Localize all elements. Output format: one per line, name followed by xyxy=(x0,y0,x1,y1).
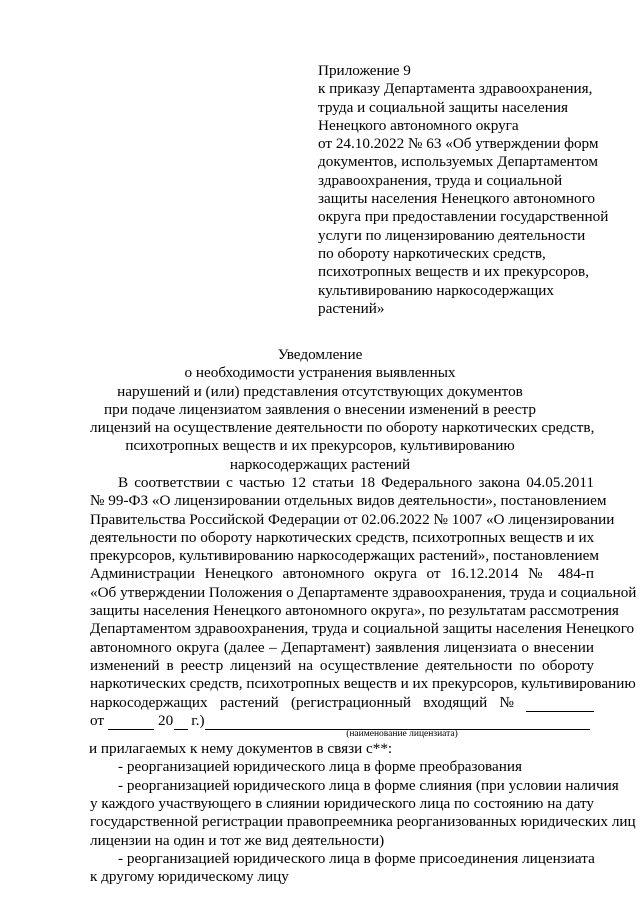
appendix-line: здравоохранения, труда и социальной xyxy=(318,171,563,189)
appendix-header xyxy=(318,62,608,318)
body-line: Администрации Ненецкого автономного округа от 16.12.2014 № 484-п xyxy=(90,565,594,583)
body-line: наркотических средств, психотропных веществ и их прекурсоров, культивированию xyxy=(90,675,636,693)
title-line: лицензий на осуществление деятельности по обороту наркотических средств, xyxy=(90,419,595,437)
appendix-line: защиты населения Ненецкого автономного xyxy=(318,190,596,208)
appendix-line: услуги по лицензированию деятельности xyxy=(318,226,586,244)
body-line: изменений в реестр лицензий на осуществление деятельности по обороту xyxy=(90,656,594,674)
appendix-line: документов, используемых Департаментом xyxy=(318,153,599,171)
after-caption-line: и прилагаемых к нему документов в связи с**: xyxy=(89,740,393,758)
registration-line xyxy=(90,694,594,712)
body-text xyxy=(89,474,637,887)
date-day-blank[interactable] xyxy=(108,715,154,730)
title-line: о необходимости устранения выявленных xyxy=(184,364,456,382)
list-item: - реорганизацией юридического лица в форме преобразования xyxy=(118,758,522,776)
body-line: Департаментом здравоохранения, труда и социальной защиты населения Ненецкого xyxy=(90,620,635,638)
list-item-continuation: государственной регистрации правопреемника реорганизованных юридических лиц xyxy=(90,813,636,831)
date-prefix: от xyxy=(90,711,105,729)
registration-number-blank[interactable] xyxy=(526,697,594,712)
body-line: защиты населения Ненецкого автономного округа», по результатам рассмотрения xyxy=(90,602,619,620)
body-line: № 99-ФЗ «О лицензировании отдельных видов деятельности», постановлением xyxy=(90,492,607,510)
list-item-continuation: у каждого участвующего в слиянии юридического лица по состоянию на дату xyxy=(90,795,594,813)
date-year: 20 xyxy=(158,711,174,729)
title-heading: Уведомление xyxy=(277,346,363,363)
list-item: - реорганизацией юридического лица в форме слияния (при условии наличия xyxy=(118,776,619,794)
appendix-line: растений» xyxy=(318,299,385,317)
list-item: - реорганизацией юридического лица в форме присоединения лицензиата xyxy=(118,849,595,867)
appendix-line: к приказу Департамента здравоохранения, xyxy=(318,80,593,98)
title-line: наркосодержащих растений xyxy=(229,455,411,473)
list-item-continuation: лицензии на один и тот же вид деятельности) xyxy=(90,831,385,849)
body-line: наркосодержащих растений (регистрационный входящий № xyxy=(90,693,514,711)
body-line: «Об утверждении Положения о Департаменте здравоохранения, труда и социальной xyxy=(90,583,637,601)
title-line: психотропных веществ и их прекурсоров, культивированию xyxy=(125,437,515,455)
licensee-caption: (наименование лицензиата) xyxy=(346,729,458,740)
appendix-line: труда и социальной защиты населения xyxy=(318,98,568,116)
title-line: нарушений и (или) представления отсутствующих документов xyxy=(117,382,523,400)
appendix-line: по обороту наркотических средств, xyxy=(318,244,546,262)
body-line: деятельности по обороту наркотических средств, психотропных веществ и их xyxy=(90,528,595,546)
appendix-line: культивированию наркосодержащих xyxy=(318,281,555,299)
body-line: автономного округа (далее – Департамент) заявления лицензиата о внесении xyxy=(90,638,594,656)
list-item-continuation: к другому юридическому лицу xyxy=(90,868,289,886)
appendix-line: округа при предоставлении государственной xyxy=(318,208,609,226)
appendix-line: от 24.10.2022 № 63 «Об утверждении форм xyxy=(318,135,599,153)
body-line: прекурсоров, культивированию наркосодержащих растений», постановлением xyxy=(90,547,599,565)
appendix-line: психотропных веществ и их прекурсоров, xyxy=(318,263,589,281)
appendix-line: Приложение 9 xyxy=(318,62,411,79)
body-line: Правительства Российской Федерации от 02.06.2022 № 1007 «О лицензировании xyxy=(90,510,615,528)
body-line: В соответствии с частью 12 статьи 18 Федерального закона 04.05.2011 xyxy=(118,474,594,491)
title-line: при подаче лицензиатом заявления о внесении изменений в реестр xyxy=(104,400,536,418)
licensee-name-blank[interactable] xyxy=(205,715,590,730)
date-line xyxy=(90,712,594,730)
document-title xyxy=(90,346,595,474)
date-suffix: г.) xyxy=(191,711,205,729)
appendix-line: Ненецкого автономного округа xyxy=(318,116,519,134)
date-year-blank[interactable] xyxy=(174,715,188,730)
